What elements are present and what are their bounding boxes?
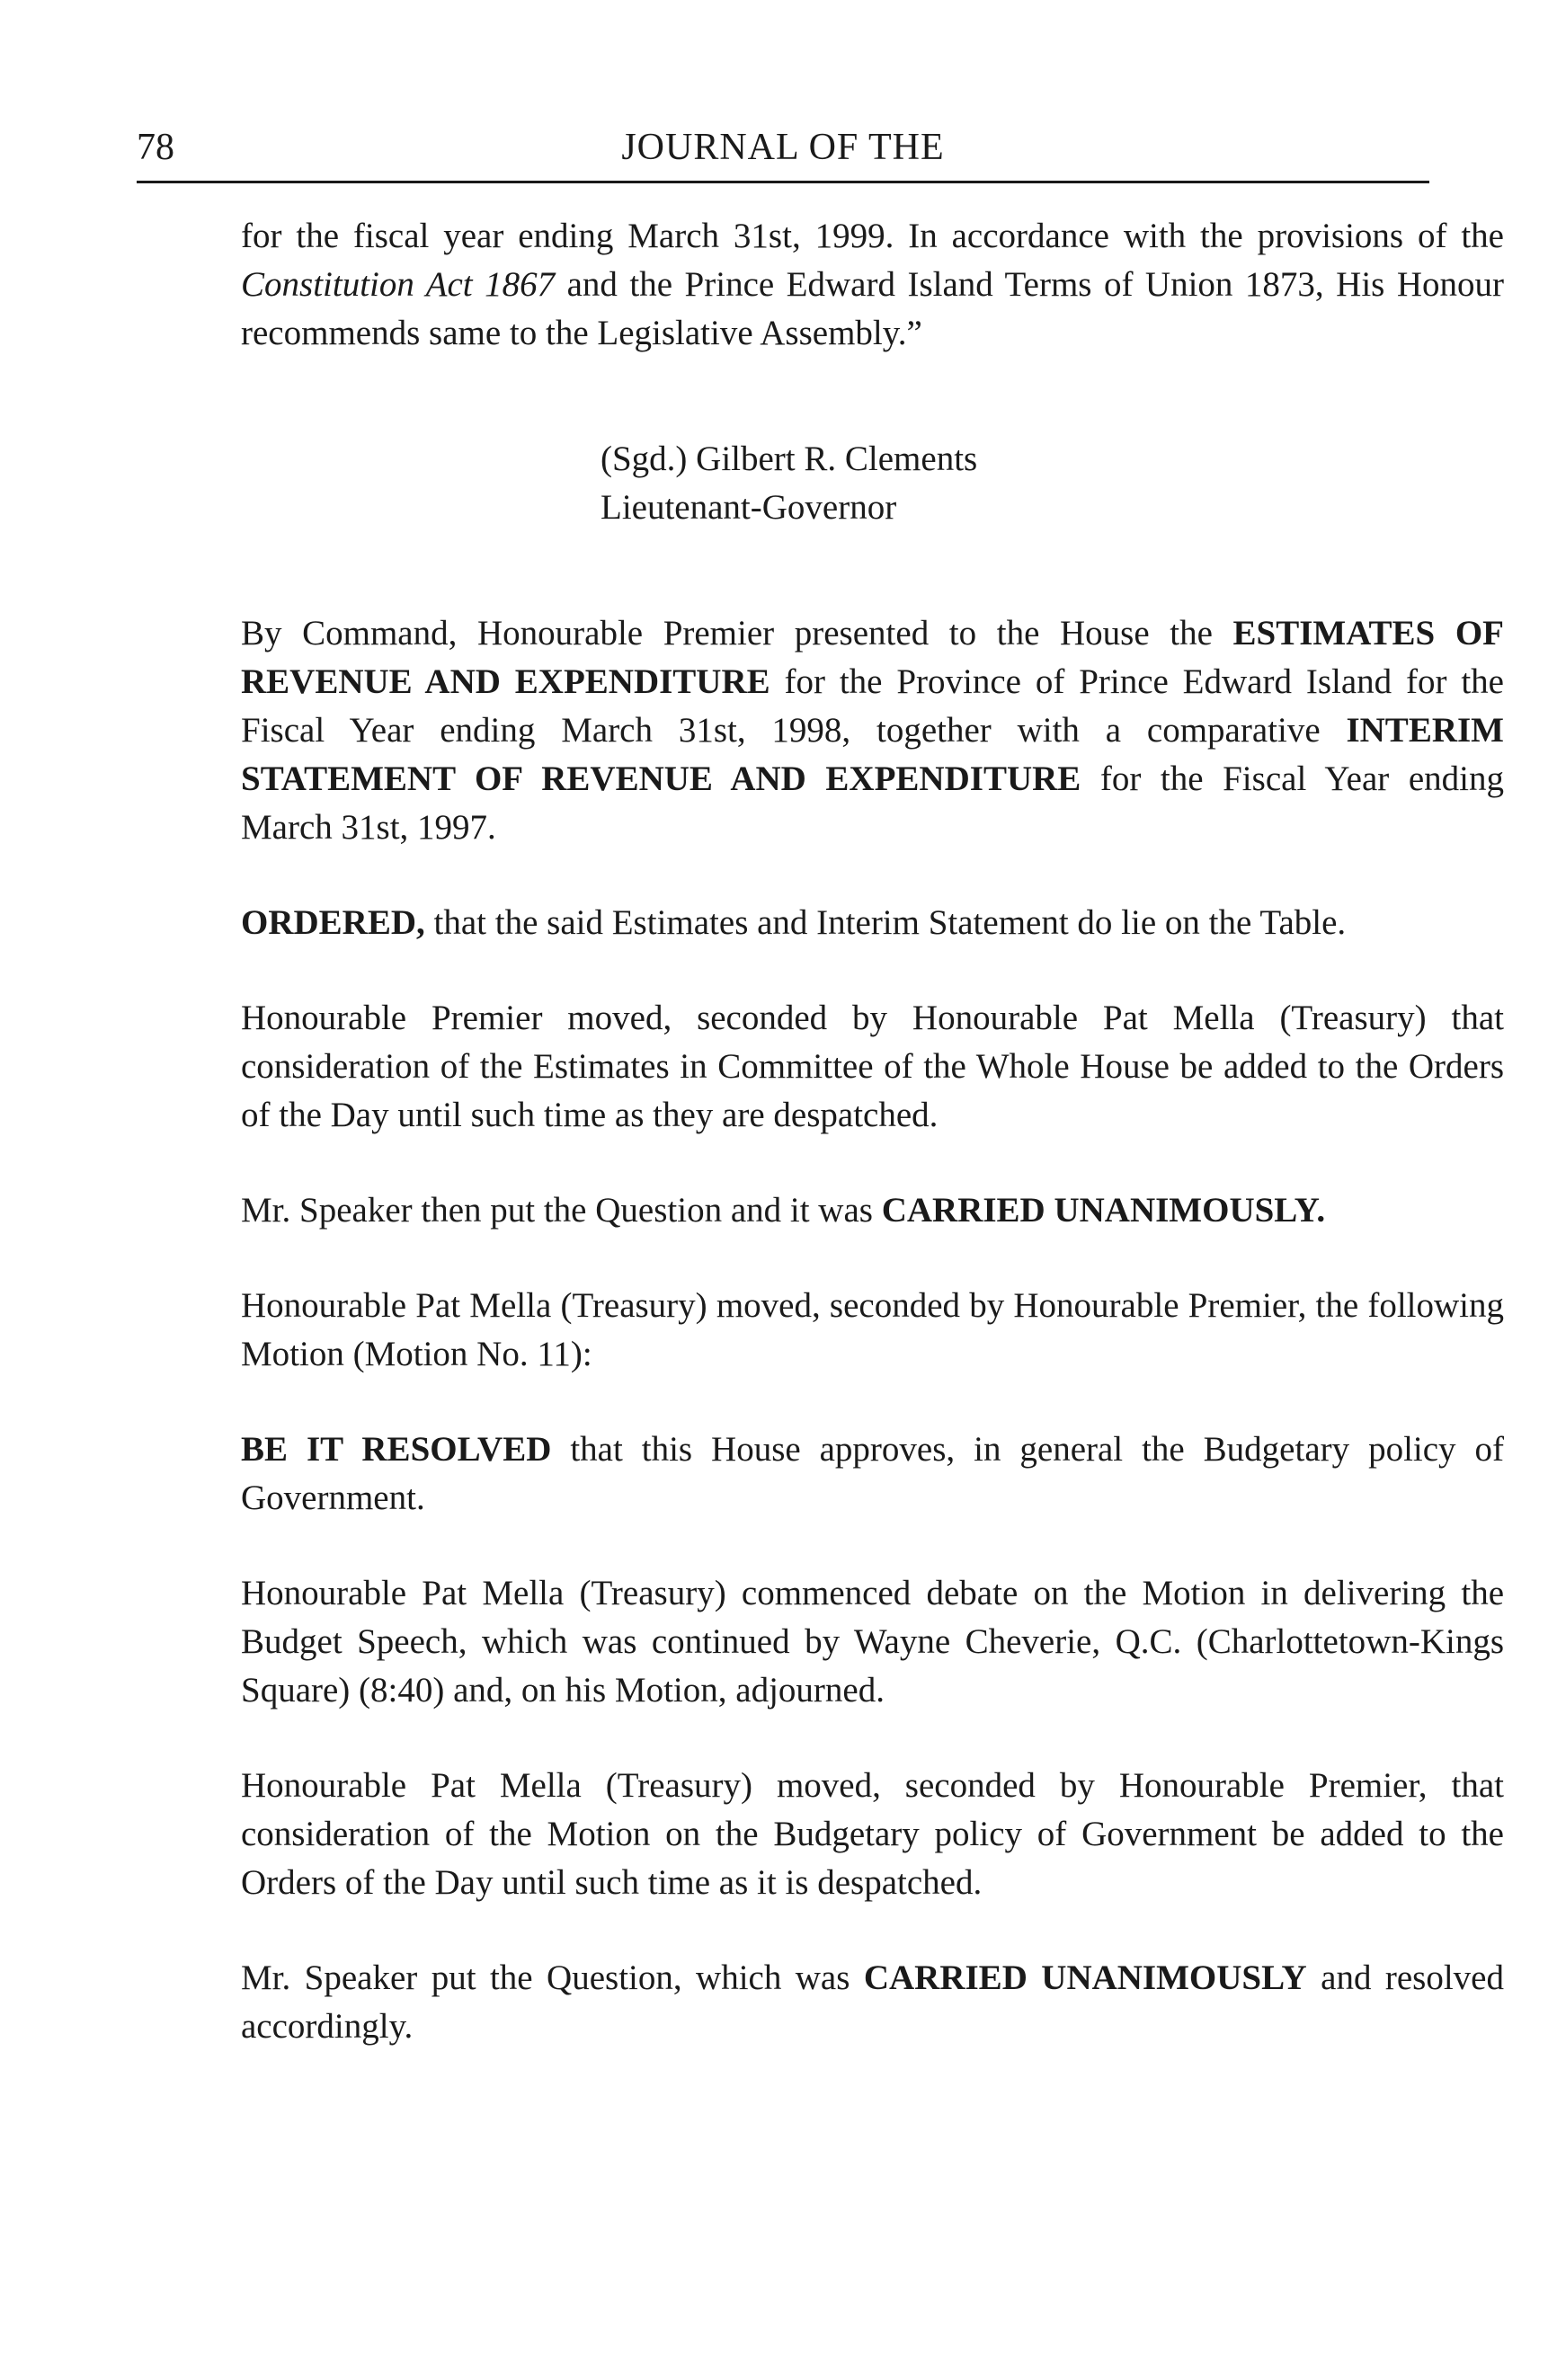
page-number: 78 <box>137 127 174 168</box>
journal-title: JOURNAL OF THE <box>621 127 945 168</box>
paragraph-motion-budgetary: Honourable Pat Mella (Treasury) moved, seconded by Honourable Premier, that consideration of the Motion on the Budgetary policy of Government be added to the Orders of the Day until such time as it is despatched. <box>241 1766 1504 1902</box>
header-rule <box>137 181 1429 183</box>
paragraph-question-carried: Mr. Speaker then put the Question and it was CARRIED UNANIMOUSLY. <box>241 1191 1326 1230</box>
paragraph-ordered: ORDERED, that the said Estimates and Interim Statement do lie on the Table. <box>241 903 1347 942</box>
paragraph-estimates: By Command, Honourable Premier presented to the House the ESTIMATES OF REVENUE AND EXPENDITURE for the Province of Prince Edward Island for the Fiscal Year ending March 31st, 1998, together with a comparative INTERIM STATEMENT OF REVENUE AND EXPENDITURE for the Fiscal Year ending March 31st, 1997. <box>241 614 1504 847</box>
paragraph-recommendation: for the fiscal year ending March 31st, 1999. In accordance with the provisions of the Constitution Act 1867 and the Prince Edward Island Terms of Union 1873, His Honour recommends same to the Legislative Assembly.” <box>241 217 1504 352</box>
paragraph-motion-11: Honourable Pat Mella (Treasury) moved, seconded by Honourable Premier, the following Motion (Motion No. 11): <box>241 1286 1504 1373</box>
signatory-title: Lieutenant-Governor <box>601 488 897 527</box>
journal-body <box>241 212 1504 2051</box>
paragraph-final-question: Mr. Speaker put the Question, which was CARRIED UNANIMOUSLY and resolved accordingly. <box>241 1958 1504 2046</box>
signature-block <box>601 435 1504 532</box>
signatory-name: (Sgd.) Gilbert R. Clements <box>601 440 978 478</box>
paragraph-motion-estimates: Honourable Premier moved, seconded by Honourable Pat Mella (Treasury) that consideration of the Estimates in Committee of the Whole House be added to the Orders of the Day until such time as they are despatched. <box>241 999 1504 1134</box>
running-header <box>137 119 1429 176</box>
paragraph-budget-debate: Honourable Pat Mella (Treasury) commenced debate on the Motion in delivering the Budget Speech, which was continued by Wayne Cheverie, Q.C. (Charlottetown-Kings Square) (8:40) and, on his Motion, adjourned. <box>241 1574 1504 1710</box>
act-title: Constitution Act 1867 <box>241 265 556 304</box>
paragraph-resolution: BE IT RESOLVED that this House approves, in general the Budgetary policy of Government. <box>241 1430 1504 1517</box>
